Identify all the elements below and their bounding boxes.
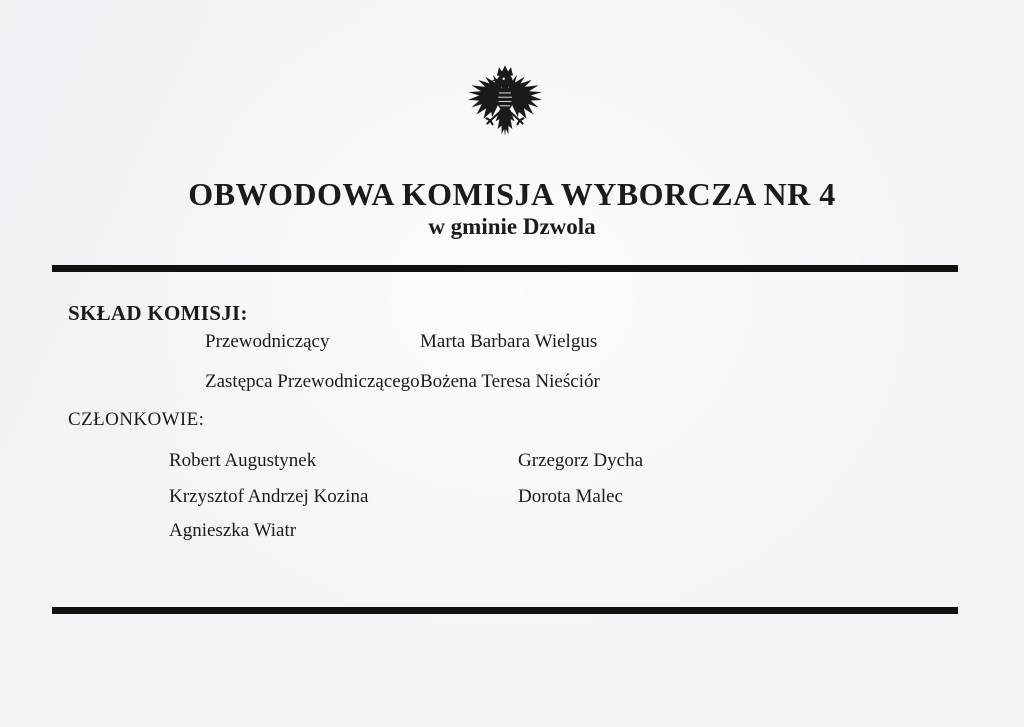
document-title: OBWODOWA KOMISJA WYBORCZA NR 4 <box>188 176 836 212</box>
document-subtitle: w gminie Dzwola <box>428 214 596 239</box>
horizontal-rule-bottom <box>52 607 958 614</box>
member-name: Robert Augustynek <box>169 450 317 471</box>
composition-heading: SKŁAD KOMISJI: <box>68 301 248 325</box>
members-heading: CZŁONKOWIE: <box>68 409 205 430</box>
horizontal-rule-top <box>52 265 958 272</box>
role-label: Przewodniczący <box>205 331 330 352</box>
member-name: Grzegorz Dycha <box>518 450 644 471</box>
role-name: Bożena Teresa Nieściór <box>420 371 600 392</box>
role-name: Marta Barbara Wielgus <box>420 331 598 352</box>
member-name: Krzysztof Andrzej Kozina <box>169 486 369 507</box>
member-name: Agnieszka Wiatr <box>169 520 297 541</box>
member-name: Dorota Malec <box>518 486 623 507</box>
polish-eagle-emblem-icon <box>462 60 548 162</box>
role-label: Zastępca Przewodniczącego <box>205 371 420 392</box>
